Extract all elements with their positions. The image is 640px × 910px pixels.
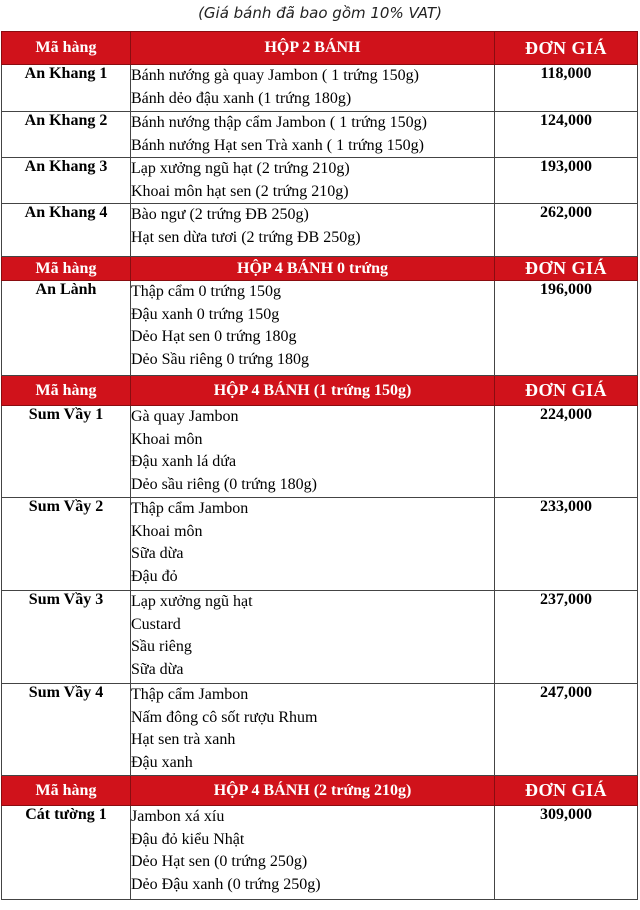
unit-price: 124,000 bbox=[495, 112, 638, 158]
product-item: Thập cẩm Jambon bbox=[131, 686, 249, 703]
product-row bbox=[2, 158, 638, 204]
product-item: Khoai môn bbox=[131, 522, 203, 540]
product-item: Dẻo Hạt sen 0 trứng 180g bbox=[131, 328, 297, 345]
product-items bbox=[131, 158, 495, 204]
product-items bbox=[131, 498, 495, 591]
product-items bbox=[131, 65, 495, 112]
product-row bbox=[2, 204, 638, 257]
price-table bbox=[1, 31, 638, 900]
product-item: Sầu riêng bbox=[131, 638, 192, 655]
product-row bbox=[2, 112, 638, 158]
unit-price: 262,000 bbox=[495, 204, 638, 257]
product-item: Khoai môn hạt sen (2 trứng 210g) bbox=[131, 182, 349, 200]
product-item: Đậu đỏ kiểu Nhật bbox=[131, 830, 245, 848]
product-item: Gà quay Jambon bbox=[131, 408, 239, 425]
section-header bbox=[2, 376, 638, 406]
product-item: Sữa dừa bbox=[131, 660, 184, 678]
product-item: Bánh nướng thập cẩm Jambon ( 1 trứng 150g) bbox=[131, 114, 427, 131]
unit-price: 247,000 bbox=[495, 684, 638, 776]
product-item: Thập cẩm Jambon bbox=[131, 500, 249, 517]
price-column-header: ĐƠN GIÁ bbox=[495, 32, 638, 65]
product-item: Đậu xanh lá dứa bbox=[131, 453, 237, 470]
section-title: HỘP 4 BÁNH 0 trứng bbox=[131, 257, 495, 281]
product-row bbox=[2, 591, 638, 684]
product-items bbox=[131, 112, 495, 158]
product-code: Cát tường 1 bbox=[2, 806, 131, 900]
code-column-header: Mã hàng bbox=[2, 257, 131, 281]
product-row bbox=[2, 684, 638, 776]
product-code: Sum Vầy 4 bbox=[2, 684, 131, 776]
product-item: Khoai môn bbox=[131, 430, 203, 448]
product-code: An Lành bbox=[2, 281, 131, 376]
product-item: Đậu xanh 0 trứng 150g bbox=[131, 305, 280, 323]
unit-price: 309,000 bbox=[495, 806, 638, 900]
product-row bbox=[2, 406, 638, 498]
section-title: HỘP 2 BÁNH bbox=[131, 32, 495, 65]
product-row bbox=[2, 498, 638, 591]
section-title: HỘP 4 BÁNH (2 trứng 210g) bbox=[131, 776, 495, 806]
section-header bbox=[2, 776, 638, 806]
price-column-header: ĐƠN GIÁ bbox=[495, 376, 638, 406]
unit-price: 233,000 bbox=[495, 498, 638, 591]
price-column-header: ĐƠN GIÁ bbox=[495, 776, 638, 806]
product-items bbox=[131, 281, 495, 376]
product-item: Thập cẩm 0 trứng 150g bbox=[131, 283, 281, 300]
product-item: Hạt sen dừa tươi (2 trứng ĐB 250g) bbox=[131, 228, 361, 246]
product-item: Dẻo Sầu riêng 0 trứng 180g bbox=[131, 350, 309, 368]
code-column-header: Mã hàng bbox=[2, 376, 131, 406]
product-item: Sữa dừa bbox=[131, 545, 184, 562]
product-code: An Khang 4 bbox=[2, 204, 131, 257]
product-item: Đậu đỏ bbox=[131, 567, 178, 585]
vat-note: (Giá bánh đã bao gồm 10% VAT) bbox=[198, 4, 442, 22]
product-code: An Khang 3 bbox=[2, 158, 131, 204]
code-column-header: Mã hàng bbox=[2, 32, 131, 65]
product-item: Lạp xưởng ngũ hạt (2 trứng 210g) bbox=[131, 160, 350, 177]
unit-price: 196,000 bbox=[495, 281, 638, 376]
product-items bbox=[131, 684, 495, 776]
product-items bbox=[131, 406, 495, 498]
product-item: Dẻo sầu riêng (0 trứng 180g) bbox=[131, 475, 317, 493]
product-item: Bánh nướng Hạt sen Trà xanh ( 1 trứng 150g) bbox=[131, 136, 424, 154]
product-code: An Khang 1 bbox=[2, 65, 131, 112]
product-item: Đậu xanh bbox=[131, 753, 193, 771]
unit-price: 118,000 bbox=[495, 65, 638, 112]
section-header bbox=[2, 32, 638, 65]
product-item: Custard bbox=[131, 615, 181, 633]
product-items bbox=[131, 806, 495, 900]
section-title: HỘP 4 BÁNH (1 trứng 150g) bbox=[131, 376, 495, 406]
product-code: Sum Vầy 1 bbox=[2, 406, 131, 498]
unit-price: 193,000 bbox=[495, 158, 638, 204]
product-item: Jambon xá xíu bbox=[131, 808, 225, 825]
product-items bbox=[131, 204, 495, 257]
unit-price: 237,000 bbox=[495, 591, 638, 684]
section-header bbox=[2, 257, 638, 281]
product-item: Nấm đông cô sốt rượu Rhum bbox=[131, 708, 318, 726]
product-item: Bánh nướng gà quay Jambon ( 1 trứng 150g) bbox=[131, 67, 419, 84]
product-item: Bào ngư (2 trứng ĐB 250g) bbox=[131, 206, 309, 223]
product-row bbox=[2, 65, 638, 112]
product-code: Sum Vầy 3 bbox=[2, 591, 131, 684]
product-item: Hạt sen trà xanh bbox=[131, 731, 236, 748]
product-row bbox=[2, 806, 638, 900]
product-item: Dẻo Hạt sen (0 trứng 250g) bbox=[131, 853, 308, 870]
price-column-header: ĐƠN GIÁ bbox=[495, 257, 638, 281]
product-item: Lạp xưởng ngũ hạt bbox=[131, 593, 253, 610]
unit-price: 224,000 bbox=[495, 406, 638, 498]
code-column-header: Mã hàng bbox=[2, 776, 131, 806]
product-code: An Khang 2 bbox=[2, 112, 131, 158]
product-row bbox=[2, 281, 638, 376]
product-items bbox=[131, 591, 495, 684]
product-item: Bánh dẻo đậu xanh (1 trứng 180g) bbox=[131, 89, 352, 107]
product-item: Dẻo Đậu xanh (0 trứng 250g) bbox=[131, 875, 321, 893]
product-code: Sum Vầy 2 bbox=[2, 498, 131, 591]
